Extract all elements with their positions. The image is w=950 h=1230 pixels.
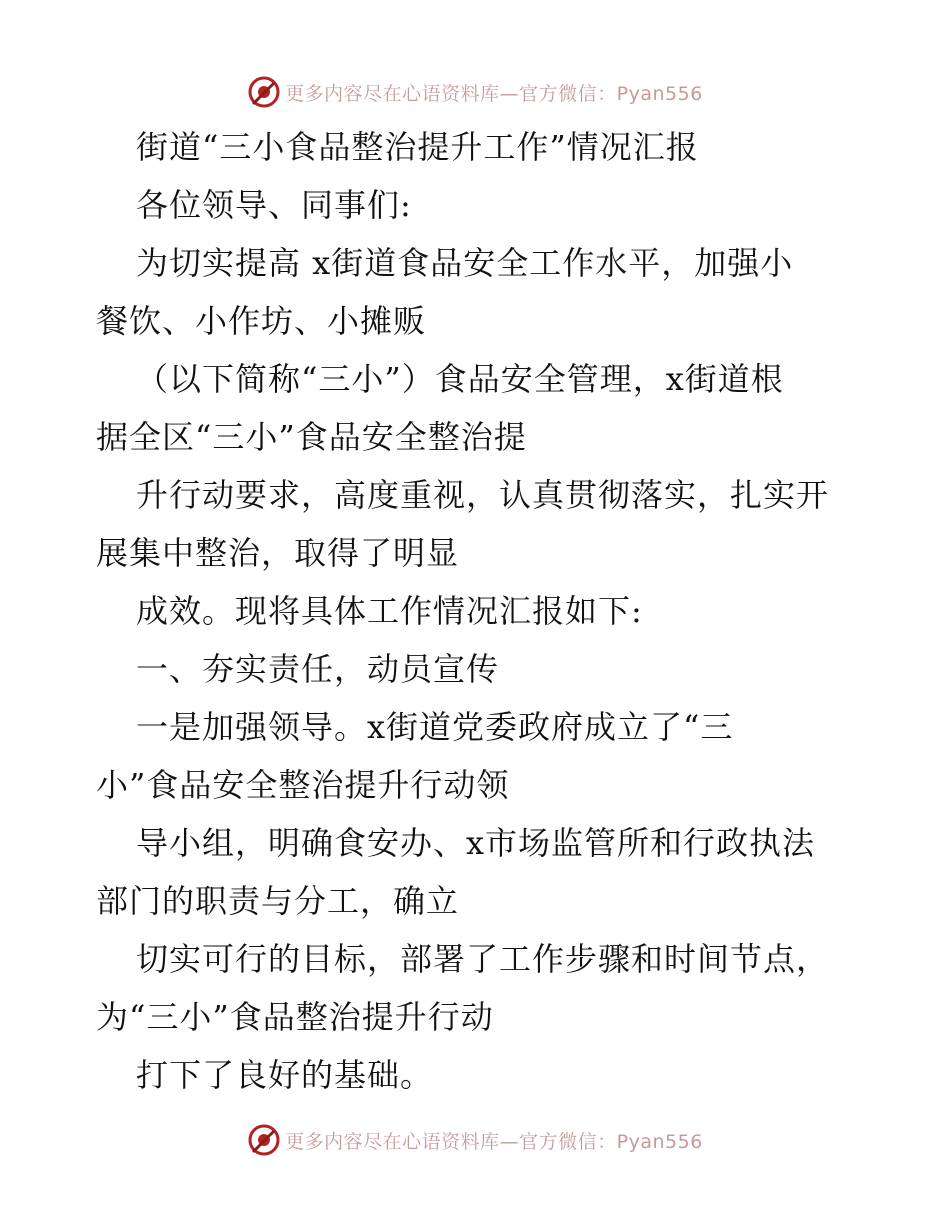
text-line: （以下简称“三小”）食品安全管理，x街道根: [136, 360, 784, 398]
footer-banner: [0, 1118, 950, 1162]
text-line: 成效。现将具体工作情况汇报如下:: [136, 592, 643, 630]
section-heading: 一、夯实责任，动员宣传: [136, 650, 500, 688]
document-title: 街道“三小食品整治提升工作”情况汇报: [136, 128, 699, 166]
text-line: 切实可行的目标，部署了工作步骤和时间节点，: [136, 940, 830, 978]
text-line: 一是加强领导。x街道党委政府成立了“三: [136, 708, 734, 746]
text-line: 为切实提高 x街道食品安全工作水平，加强小: [136, 244, 794, 282]
seal-logo-icon: [247, 1123, 281, 1157]
text-line: 小”食品安全整治提升行动领: [96, 766, 510, 804]
text-line: 各位领导、同事们:: [136, 186, 412, 224]
footer-banner-text: 更多内容尽在心语资料库—官方微信：Pyan556: [285, 1130, 703, 1153]
text-line: 为“三小”食品整治提升行动: [96, 998, 494, 1036]
text-line: 打下了良好的基础。: [136, 1056, 434, 1094]
text-line: 餐饮、小作坊、小摊贩: [96, 302, 427, 340]
seal-logo-icon: [247, 75, 281, 109]
text-line: 升行动要求，高度重视，认真贯彻落实，扎实开: [136, 476, 830, 514]
header-banner-text: 更多内容尽在心语资料库—官方微信：Pyan556: [285, 82, 703, 105]
text-line: 部门的职责与分工，确立: [96, 882, 460, 920]
document-body: [96, 118, 856, 1104]
header-banner: [0, 70, 950, 114]
text-line: 据全区“三小”食品安全整治提: [96, 418, 527, 456]
text-line: 导小组，明确食安办、x市场监管所和行政执法: [136, 824, 816, 862]
text-line: 展集中整治，取得了明显: [96, 534, 460, 572]
